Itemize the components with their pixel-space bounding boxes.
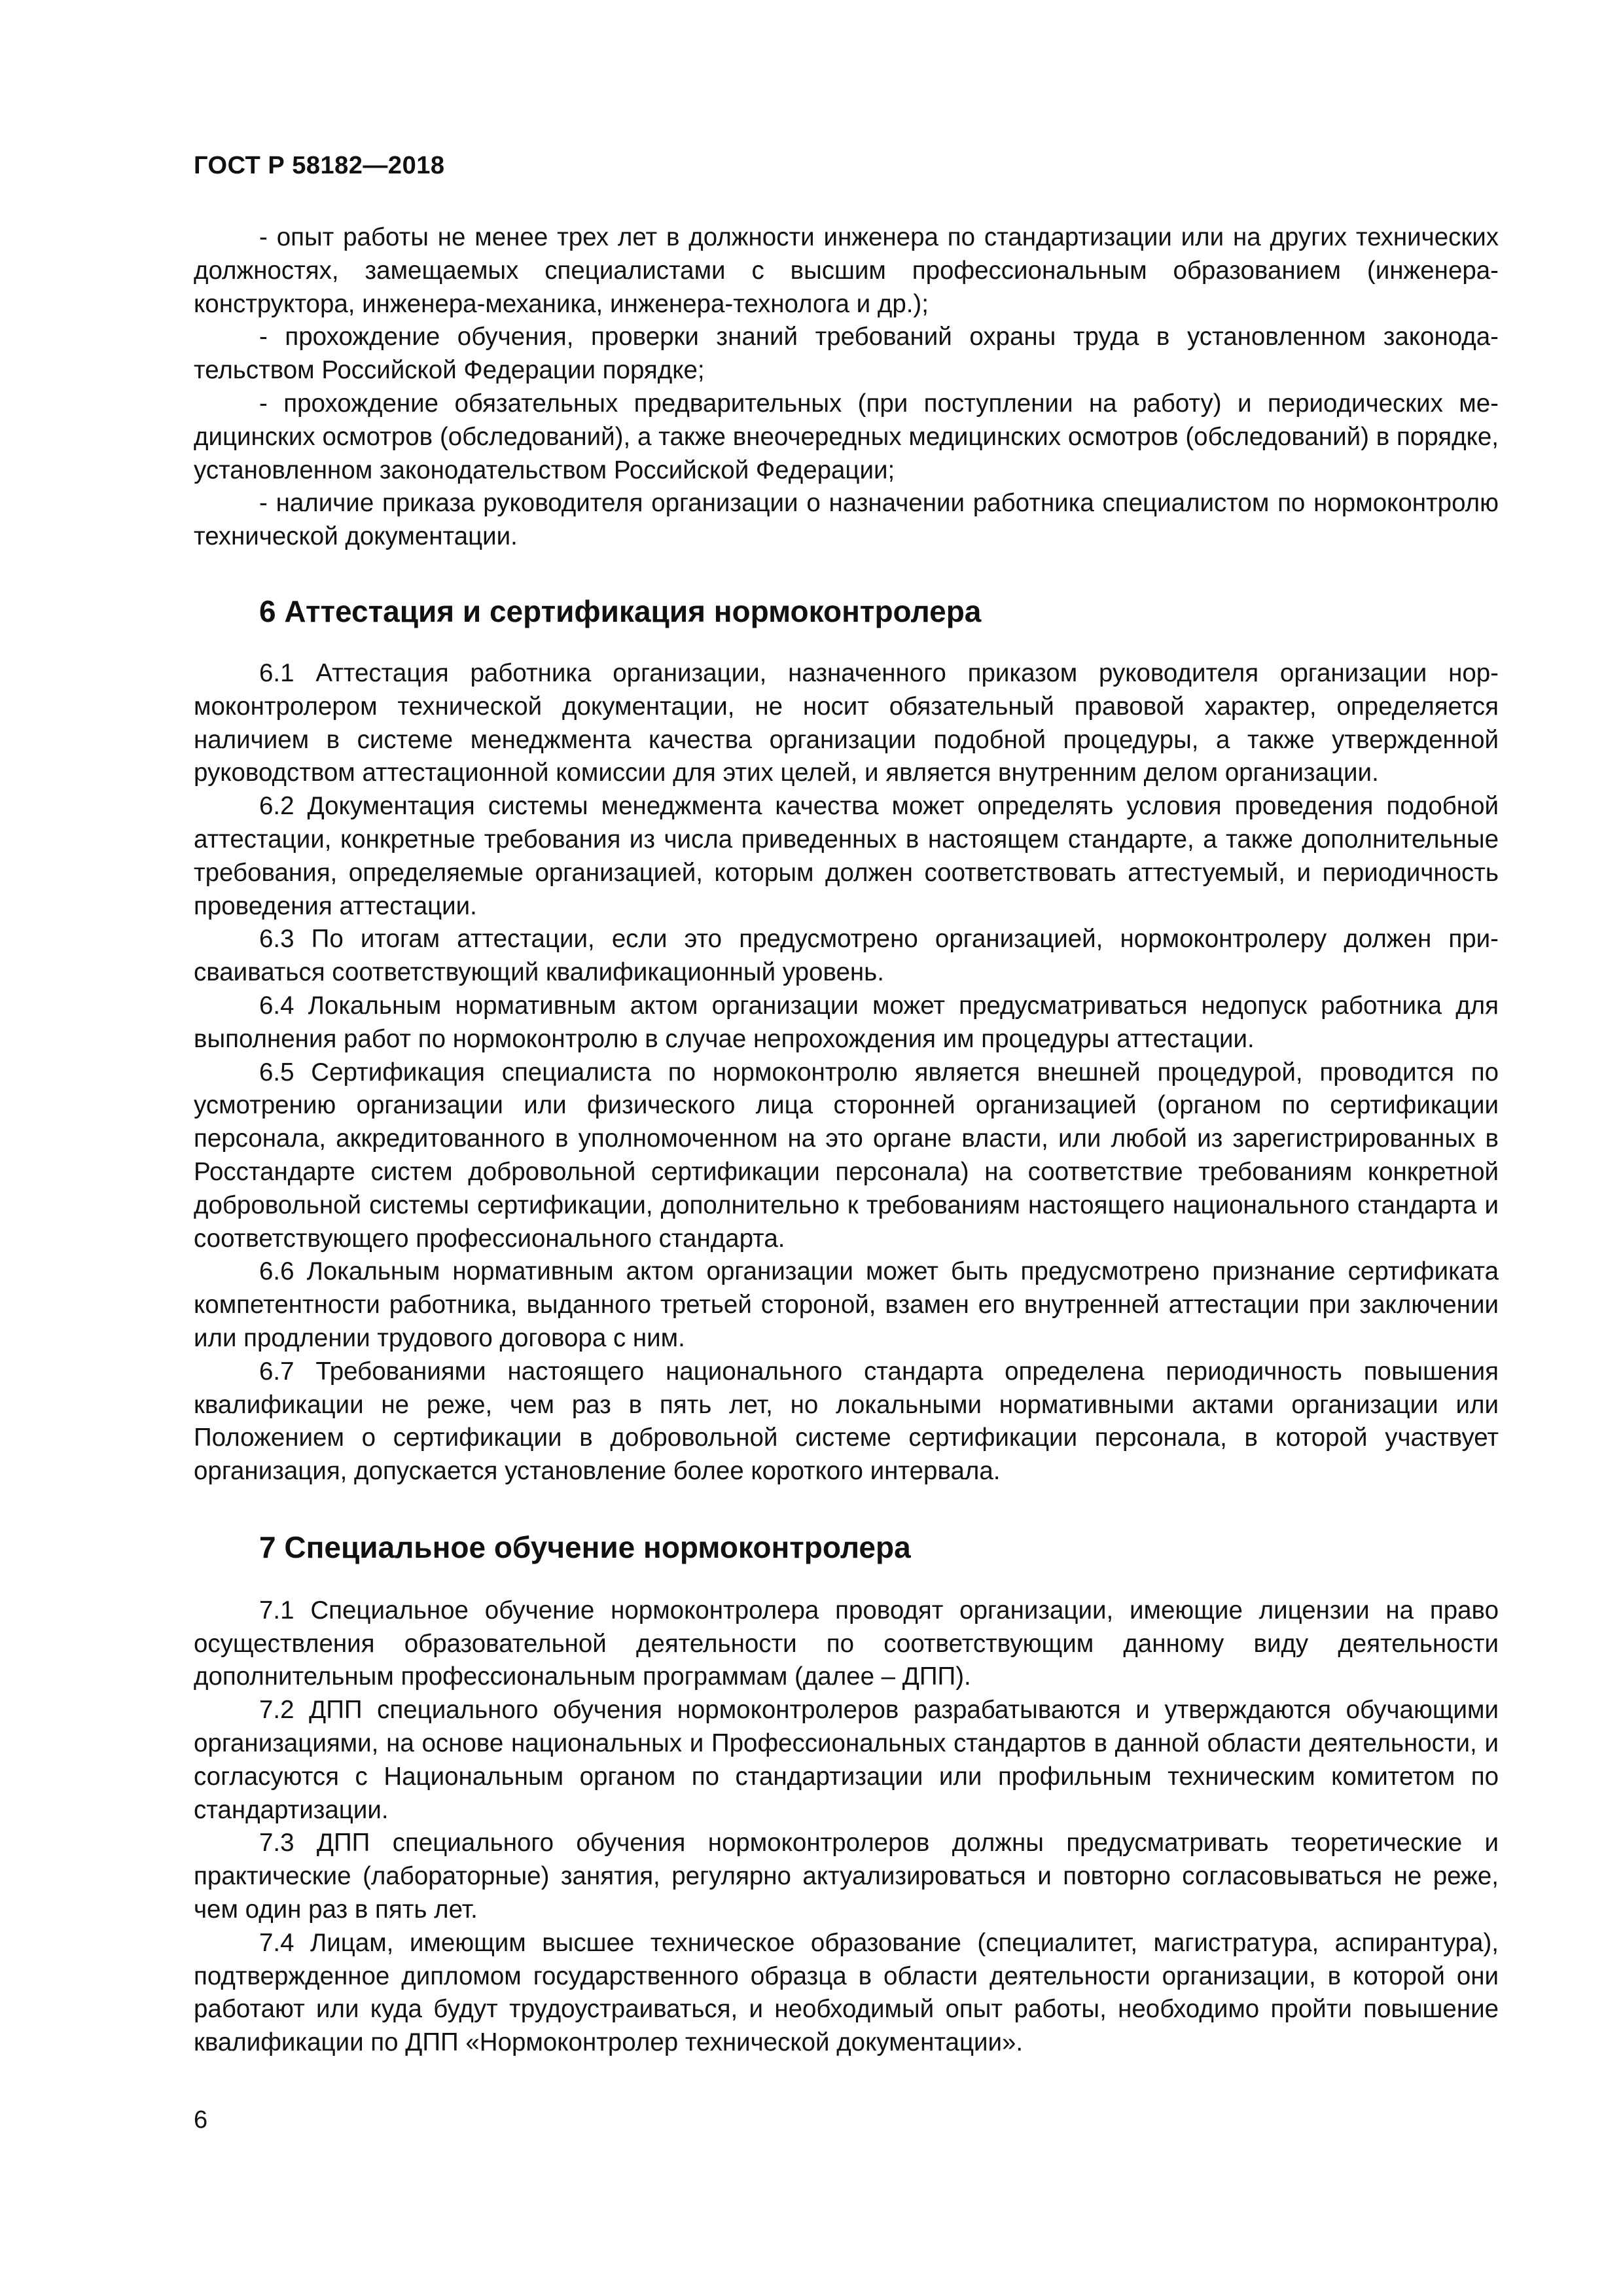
- clause-6-2: 6.2 Документация системы менеджмента качества может определять условия проведения подобной аттестации, конкретные требования из числа приведенных в настоящем стандарте, а также дополнительные требования, определяемые организацией, которым должен соответствовать аттестуемый, и периодичность проведения аттестации.: [194, 792, 1499, 920]
- requirement-item: - опыт работы не менее трех лет в должности инженера по стандартизации или на других технических должностях, замещаемых специалистами с высшим профессиональным образованием (инженера-конструктора, инженера-механика, инженера-технолога и др.);: [194, 223, 1499, 318]
- section-6-heading: 6 Аттестация и сертификация нормоконтролера: [259, 594, 982, 628]
- clause-6-6: 6.6 Локальным нормативным актом организации может быть предусмотрено признание сертификата компетентности работника, выданного третьей стороной, взамен его внутренней аттестации при заключении или продлении трудового договора с ним.: [194, 1257, 1499, 1352]
- clause-6-3: 6.3 По итогам аттестации, если это предусмотрено организацией, нормоконтролеру должен присваиваться соответствующий квалификационный уровень.: [194, 925, 1499, 987]
- requirement-item: - наличие приказа руководителя организации о назначении работника специалистом по нормоконтролю технической документации.: [194, 489, 1499, 551]
- clause-6-7: 6.7 Требованиями настоящего национального стандарта определена периодичность повышения квалификации не реже, чем раз в пять лет, но локальными нормативными актами организации или Положением о сертификации в добровольной системе сертификации персонала, в которой участвует организация, допускается установление более короткого интервала.: [194, 1357, 1499, 1486]
- clause-7-2: 7.2 ДПП специального обучения нормоконтролеров разрабатываются и утверждаются обучающими организациями, на основе национальных и Профессиональных стандартов в данной области деятельности, и согласуются с Национальным органом по стандартизации или профильным техническим комитетом по стандартизации.: [194, 1696, 1499, 1824]
- section-7-heading: 7 Специальное обучение нормоконтролера: [259, 1530, 911, 1564]
- clause-7-3: 7.3 ДПП специального обучения нормоконтролеров должны предусматривать теоретические и практические (лабораторные) занятия, регулярно актуализироваться и повторно согласовываться не реже, чем один раз в пять лет.: [194, 1829, 1499, 1924]
- page-number: 6: [194, 2106, 208, 2134]
- clause-7-1: 7.1 Специальное обучение нормоконтролера проводят организации, имеющие лицензии на право осуществления образовательной деятельности по соответствующим данному виду деятельности дополнительным профессиональным программам (далее – ДПП).: [194, 1596, 1499, 1691]
- clause-6-1: 6.1 Аттестация работника организации, назначенного приказом руководителя организации нормоконтролером технической документации, не носит обязательный правовой характер, определяется наличием в системе менеджмента качества организации подобной процедуры, а также утвержденной руководством аттестационной комиссии для этих целей, и является внутренним делом организации.: [194, 658, 1499, 787]
- document-code-header: ГОСТ Р 58182—2018: [194, 152, 445, 179]
- requirement-item: - прохождение обучения, проверки знаний требований охраны труда в установленном законодательством Российской Федерации порядке;: [194, 323, 1499, 385]
- requirement-item: - прохождение обязательных предварительных (при поступлении на работу) и периодических медицинских осмотров (обследований), а также внеочередных медицинских осмотров (обследований) в порядке, установленном законодательством Российской Федерации;: [194, 389, 1499, 484]
- clause-6-5: 6.5 Сертификация специалиста по нормоконтролю является внешней процедурой, проводится по усмотрению организации или физического лица сторонней организацией (органом по сертификации персонала, аккредитованного в уполномоченном на это органе власти, или любой из зарегистрированных в Росстандарте систем добровольной сертификации персонала) на соответствие требованиям конкретной добровольной системы сертификации, дополнительно к требованиям настоящего национального стандарта и соответствующего профессионального стандарта.: [194, 1058, 1499, 1253]
- page-content: [194, 221, 1499, 2060]
- clause-6-4: 6.4 Локальным нормативным актом организации может предусматриваться недопуск работника для выполнения работ по нормоконтролю в случае непрохождения им процедуры аттестации.: [194, 991, 1499, 1053]
- clause-7-4: 7.4 Лицам, имеющим высшее техническое образование (специалитет, магистратура, аспирантура), подтвержденное дипломом государственного образца в области деятельности организации, в которой они работают или куда будут трудоустраиваться, и необходимый опыт работы, необходимо пройти повышение квалификации по ДПП «Нормоконтролер технической документации».: [194, 1928, 1499, 2057]
